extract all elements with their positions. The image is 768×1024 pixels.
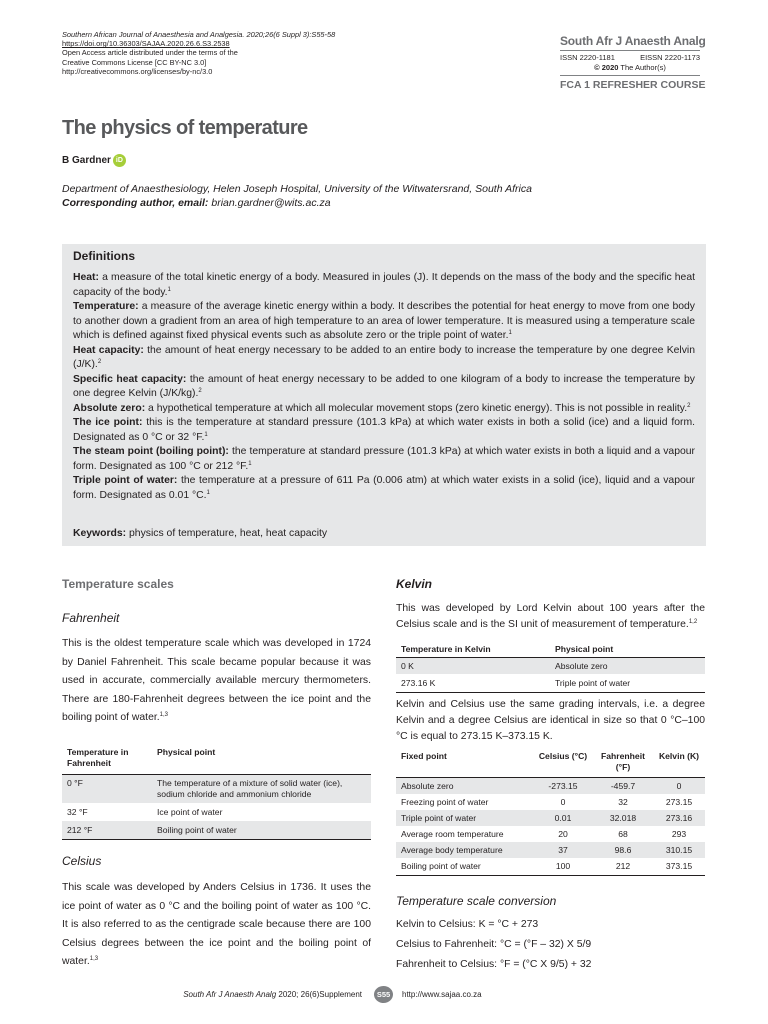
conversion-formula: Celsius to Fahrenheit: °C = (°F – 32) X 5/9: [396, 939, 592, 950]
table-row: 273.16 K Triple point of water: [396, 674, 705, 693]
table-header-row: [396, 748, 705, 778]
license-line-1: Open Access article distributed under the terms of the: [62, 48, 238, 58]
copyright-holder: The Author(s): [620, 63, 666, 72]
definition-item: Heat: a measure of the total kinetic energy of a body. Measured in joules (J). It depends on the mass of the body and the specific heat capacity of the body.$^1$: [73, 272, 695, 298]
definition-item: Heat capacity: the amount of heat energy necessary to be added to an entire body to increase the temperature by one degree Kelvin (J/K).$^2$: [73, 344, 695, 370]
keywords-text: physics of temperature, heat, heat capacity: [126, 528, 328, 539]
orcid-icon[interactable]: iD: [113, 154, 126, 167]
author-name: B Gardner: [62, 155, 111, 166]
table-header: Physical point: [157, 747, 216, 757]
author-email[interactable]: brian.gardner@wits.ac.za: [211, 196, 331, 209]
definition-item: Temperature: a measure of the average kinetic energy within a body. It describes the potential for heat energy to move from one body to another down a gradient from an area of high temperature to an area of lower temperature. It is measured using a temperature scale which is defined against fixed physical events such as absolute zero or the triple point of water.$^1$: [73, 301, 695, 341]
table-row: 0 °F The temperature of a mixture of solid water (ice), sodium chloride and ammonium chloride: [62, 775, 371, 804]
table-header-row: [62, 744, 371, 775]
table-row: Average room temperature 20 68 293: [401, 829, 687, 839]
definition-item: Absolute zero: a hypothetical temperature at which all molecular movement stops (zero kinetic energy). This is not possible in reality.$^2$: [73, 402, 691, 414]
definition-item: Specific heat capacity: the amount of heat energy necessary to be added to one kilogram of a body to increase the temperature by one degree Kelvin (J/K/kg).$^2$: [73, 373, 695, 399]
copyright: © 2020: [594, 63, 619, 72]
journal-rule-bottom: [560, 75, 700, 76]
conversion-formula: Kelvin to Celsius: K = °C + 273: [396, 919, 539, 930]
footer-citation: [183, 990, 362, 999]
conversion-formula: Fahrenheit to Celsius: °F = (°C X 9/5) + 32: [396, 959, 592, 970]
journal-rule-top: [560, 50, 700, 51]
kelvin-heading: Kelvin: [396, 577, 433, 591]
keywords: [73, 528, 327, 539]
journal-name: South Afr J Anaesth Analg: [560, 34, 706, 48]
fixed-points-table: [396, 748, 705, 876]
corresponding-label: Corresponding author, email:: [62, 196, 209, 209]
table-header: Temperature in Fahrenheit: [67, 747, 129, 768]
footer-url[interactable]: http://www.sajaa.co.za: [402, 990, 482, 999]
issn: ISSN 2220-1181: [560, 53, 615, 62]
definition-item: Triple point of water: the temperature at a pressure of 611 Pa (0.006 atm) at which water exists in a solid (ice), liquid and a vapour form. Designated as 0.01 °C.$^1$: [73, 475, 695, 501]
conversion-list: [396, 915, 591, 975]
journal-citation: Southern African Journal of Anaesthesia and Analgesia. 2020;26(6 Suppl 3):S55-58: [62, 30, 336, 39]
article-title: The physics of temperature: [62, 117, 308, 139]
table-row: 32 °F Ice point of water: [67, 807, 223, 817]
table-row: 212 °F Boiling point of water: [62, 821, 371, 840]
definition-item: The ice point: this is the temperature at standard pressure (101.3 kPa) at which water exists in both a solid (ice) and a liquid form. Designated as 0 °C or 32 °F.$^1$: [73, 417, 695, 443]
footer-journal: South Afr J Anaesth Analg: [183, 990, 277, 999]
table-row: Triple point of water 0.01 32.018 273.16: [396, 810, 705, 826]
license-url[interactable]: http://creativecommons.org/licenses/by-nc/3.0: [62, 66, 213, 76]
eissn: EISSN 2220-1173: [640, 53, 700, 62]
table-row: Freezing point of water 0 32 273.15: [401, 797, 693, 807]
license-line-2: Creative Commons License [CC BY-NC 3.0]: [62, 57, 207, 67]
definitions-box: [62, 244, 706, 546]
table-header: Celsius (°C): [538, 751, 588, 761]
table-row: Absolute zero -273.15 -459.7 0: [396, 778, 705, 795]
kelvin-celsius-paragraph: Kelvin and Celsius use the same grading intervals, i.e. a degree Kelvin and a degree Celsius are identical in size so that 0 °C–100 °C is equal to 273.15 K–373.15 K.: [396, 699, 705, 742]
temperature-scales-heading: Temperature scales: [62, 577, 174, 591]
affiliation-block: [62, 183, 532, 210]
affiliation: Department of Anaesthesiology, Helen Joseph Hospital, University of the Witwatersrand, South Africa: [62, 183, 532, 195]
definitions-list: [73, 271, 695, 503]
publication-meta: [62, 30, 335, 76]
page-footer: [0, 988, 768, 1002]
table-row: 0 K Absolute zero: [396, 658, 705, 675]
section-label: FCA 1 REFRESHER COURSE: [560, 79, 706, 91]
journal-header: [560, 34, 706, 48]
author-line: [62, 154, 126, 167]
celsius-heading: Celsius: [62, 854, 102, 868]
fahrenheit-heading: Fahrenheit: [62, 611, 120, 625]
table-header-row: [396, 642, 705, 658]
footer-issue: 2020; 26(6)Supplement: [276, 990, 362, 999]
definitions-heading: Definitions: [73, 249, 135, 263]
kelvin-table: [396, 642, 705, 693]
table-header: Kelvin (K): [658, 751, 700, 761]
table-header: Temperature in Kelvin: [401, 644, 491, 654]
table-row: Average body temperature 37 98.6 310.15: [396, 842, 705, 858]
fahrenheit-paragraph: This is the oldest temperature scale which was developed in 1724 by Daniel Fahrenheit. This scale became popular because it was used in accurate, commercially available mercury thermometers. There are 180-Fahrenheit degrees between the ice point and the boiling point of water.$^{1,3}$: [62, 638, 371, 723]
doi-link[interactable]: https://doi.org/10.36303/SAJAA.2020.26.6.S3.2538: [62, 39, 230, 49]
keywords-label: Keywords:: [73, 528, 127, 539]
kelvin-paragraph: This was developed by Lord Kelvin about 100 years after the Celsius scale and is the SI unit of measurement of temperature.$^{1,2}$: [396, 603, 705, 630]
definition-item: The steam point (boiling point): the temperature at standard pressure (101.3 kPa) at which water exists in both a liquid and a vapour form. Designated as 100 °C or 212 °F.$^1$: [73, 446, 695, 472]
celsius-paragraph: This scale was developed by Anders Celsius in 1736. It uses the ice point of water as 0 °C and the boiling point of water as 100 °C. It is also referred to as the centigrade scale because there are 100 Celsius degrees between the ice point and the boiling point of water.$^{1,3}$: [62, 882, 371, 967]
conversion-heading: Temperature scale conversion: [396, 894, 557, 908]
copyright-line: [560, 63, 700, 72]
table-header: Fahrenheit (°F): [601, 751, 645, 772]
fahrenheit-table: [62, 744, 371, 840]
table-header: Physical point: [555, 644, 614, 654]
corresponding-author: [62, 197, 532, 211]
table-row: Boiling point of water 100 212 373.15: [396, 858, 705, 876]
table-header: Fixed point: [401, 751, 447, 761]
page-number-badge: S55: [374, 986, 393, 1003]
